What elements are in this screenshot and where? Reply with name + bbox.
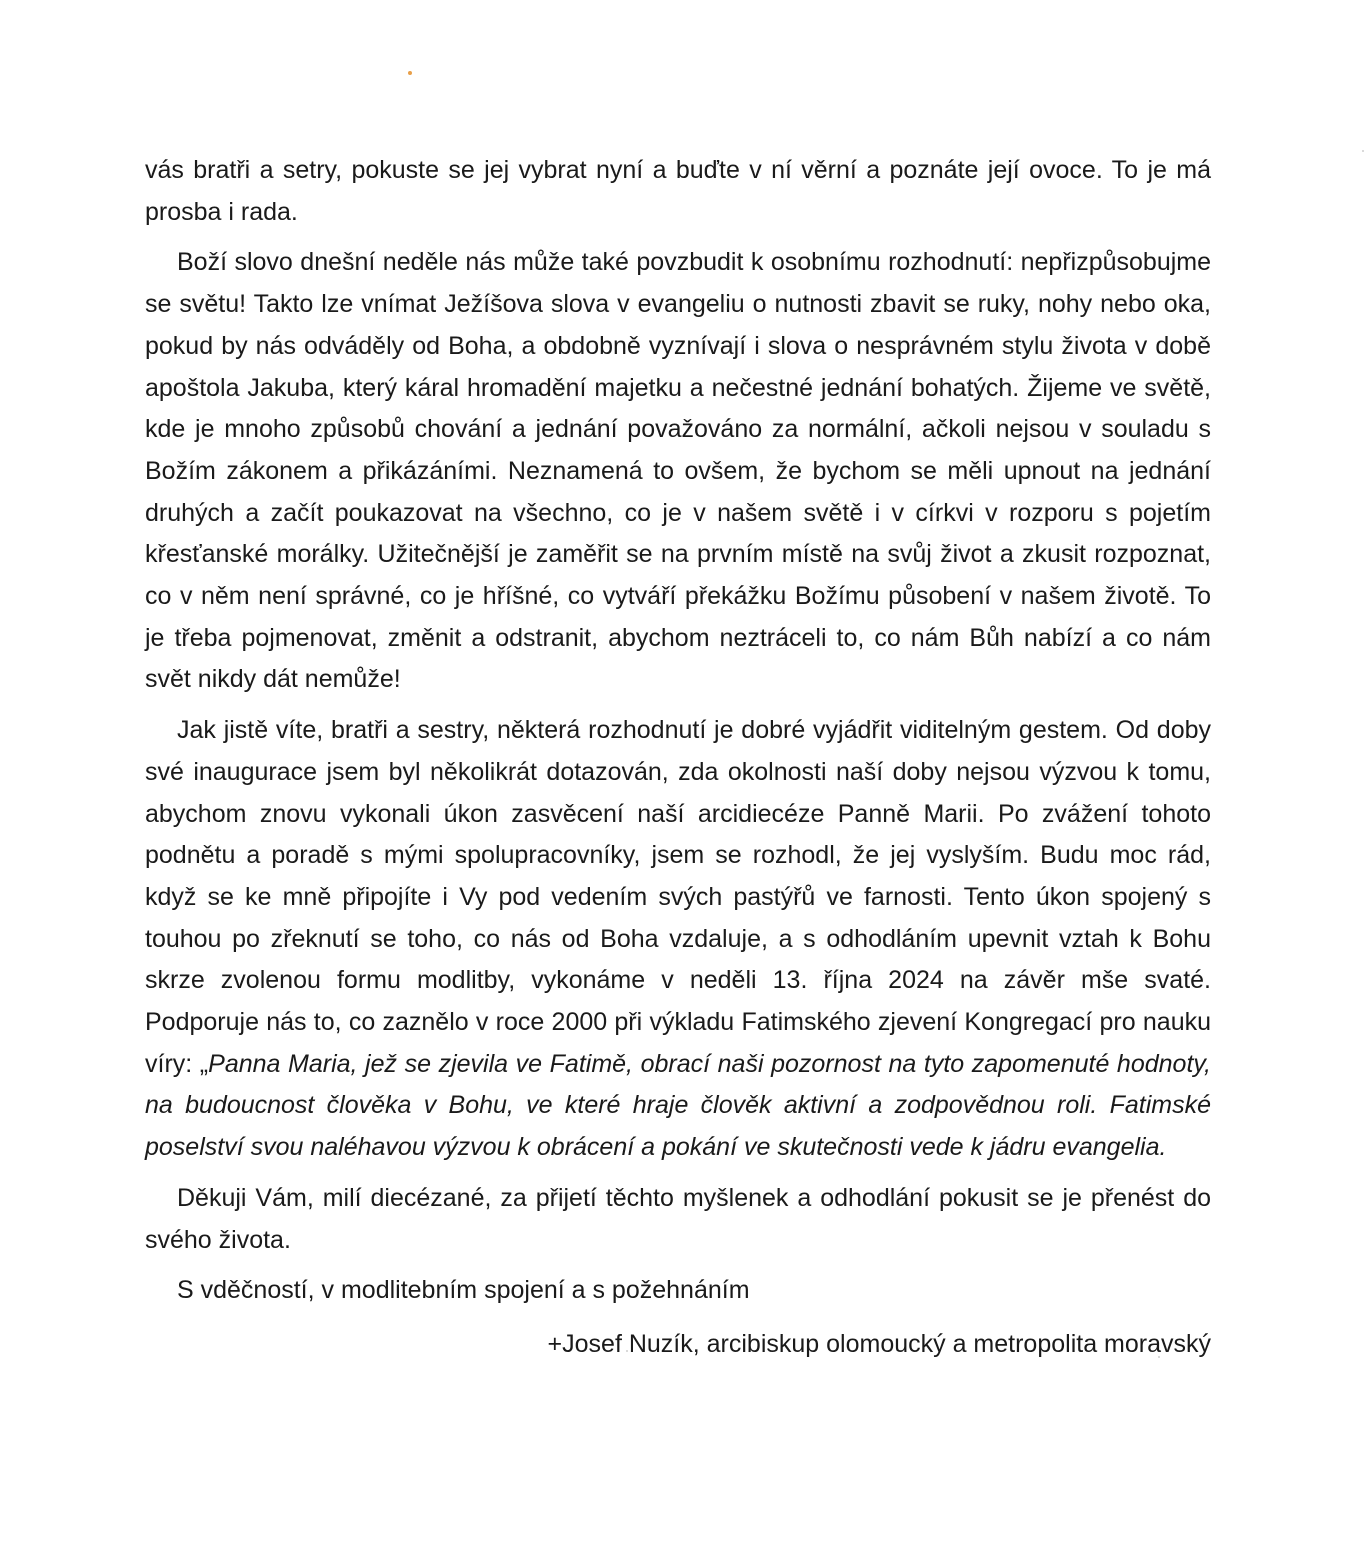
paragraph-4: Děkuji Vám, milí diecézané, za přijetí těchto myšlenek a odhodlání pokusit se je přenést do svého života. [145, 1183, 1211, 1254]
letter-body [145, 150, 1211, 1366]
closing-salutation: S vděčností, v modlitebním spojení a s požehnáním [177, 1276, 750, 1305]
paragraph-3 [145, 710, 1211, 1169]
scan-mark [408, 71, 412, 75]
paragraph-2: Boží slovo dnešní neděle nás může také povzbudit k osobnímu rozhodnutí: nepřizpůsobujme se světu! Takto lze vnímat Ježíšova slova v evangeliu o nutnosti zbavit se ruky, nohy nebo oka, pokud by nás odváděly od Boha, a obdobně vyznívají i slova o nesprávném stylu života v době apoštola Jakuba, který káral hromadění majetku a nečestné jednání bohatých. Žijeme ve světě, kde je mnoho způsobů chování a jednání považováno za normální, ačkoli nejsou v souladu s Božím zákonem a přikázáními. Neznamená to ovšem, že bychom se měli upnout na jednání druhých a začít poukazovat na všechno, co je v našem světě i v církvi v rozporu s pojetím křesťanské morálky. Užitečnější je zaměřit se na prvním místě na svůj život a zkusit rozpoznat, co v něm není správné, co je hříšné, co vytváří překážku Božímu působení v našem životě. To je třeba pojmenovat, změnit a odstranit, abychom neztráceli to, co nám Bůh nabízí a co nám svět nikdy dát nemůže! [145, 248, 1211, 694]
paragraph-3-text: Jak jistě víte, bratři a sestry, některá rozhodnutí je dobré vyjádřit viditelným gestem. Od doby své inaugurace jsem byl několikrát dotazován, zda okolnosti naší doby nejsou výzvou k tomu, abychom znovu vykonali úkon zasvěcení naší arcidiecéze Panně Marii. Po zvážení tohoto podnětu a poradě s mými spolupracovníky, jsem se rozhodl, že jej vyslyším. Budu moc rád, když se ke mně připojíte i Vy pod vedením svých pastýřů ve farnosti. Tento úkon spojený s touhou po zřeknutí se toho, co nás od Boha vzdaluje, a s odhodláním upevnit vztah k Bohu skrze zvolenou formu modlitby, vykonáme v neděli 13. října 2024 na závěr mše svaté. Podporuje nás to, co zaznělo v roce 2000 při výkladu Fatimského zjevení Kongregací pro nauku víry: „ [145, 716, 1211, 1078]
scan-speck [1362, 150, 1364, 152]
signature: +Josef Nuzík, arcibiskup olomoucký a metropolita moravský [547, 1329, 1211, 1358]
fatima-quote: Panna Maria, jež se zjevila ve Fatimě, obrací naši pozornost na tyto zapomenuté hodnoty, na budoucnost člověka v Bohu, ve které hraje člověk aktivní a zodpovědnou roli. Fatimské poselství svou naléhavou výzvou k obrácení a pokání ve skutečnosti vede k jádru evangelia. [145, 1049, 1211, 1162]
paragraph-1: vás bratři a setry, pokuste se jej vybrat nyní a buďte v ní věrní a poznáte její ovoce. To je má prosba i rada. [145, 156, 1211, 226]
